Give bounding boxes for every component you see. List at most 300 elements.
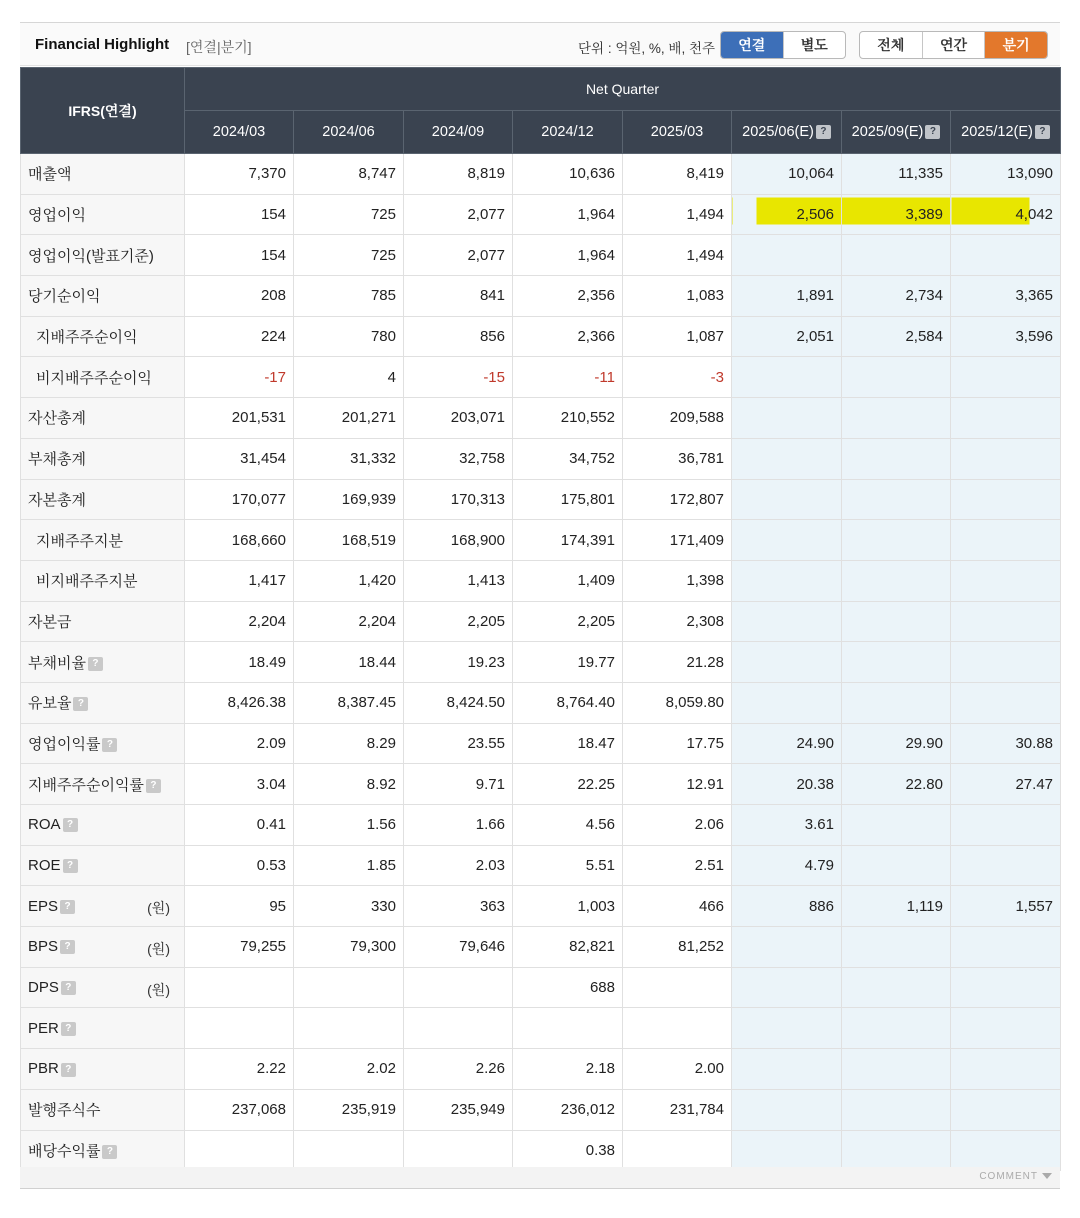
- table-cell: [842, 845, 951, 886]
- cell-value: 2,077: [467, 206, 505, 224]
- row-label: 영업이익: [28, 207, 86, 225]
- cell-value: 235,919: [341, 1101, 396, 1119]
- help-icon[interactable]: ?: [88, 657, 103, 671]
- cell-value: -15: [483, 368, 505, 386]
- table-cell: [732, 1089, 842, 1130]
- table-cell: [732, 154, 842, 195]
- row-label-cell: [21, 1008, 185, 1049]
- row-label-cell: [21, 642, 185, 683]
- cell-value: 1,087: [686, 328, 724, 346]
- financial-highlight-panel: [20, 22, 1060, 1189]
- period-toggle: [859, 31, 1048, 59]
- table-cell: [404, 276, 513, 317]
- chevron-down-icon: [1042, 1173, 1052, 1179]
- table-cell: [294, 479, 404, 520]
- cell-value: 2,204: [358, 612, 396, 630]
- cell-value: 3.04: [256, 775, 286, 793]
- table-row: [21, 805, 1061, 846]
- cell-value: 235,949: [450, 1101, 505, 1119]
- table-cell: [513, 398, 623, 439]
- row-unit: (원): [147, 981, 170, 998]
- table-cell: [294, 1089, 404, 1130]
- cell-value: 203,071: [450, 409, 505, 427]
- table-cell: [294, 560, 404, 601]
- help-icon[interactable]: ?: [1035, 125, 1050, 139]
- table-cell: [404, 194, 513, 235]
- table-cell: [185, 560, 294, 601]
- table-cell: [732, 194, 842, 235]
- table-cell: [842, 479, 951, 520]
- row-label-cell: [21, 398, 185, 439]
- table-cell: [185, 1089, 294, 1130]
- help-icon[interactable]: ?: [60, 940, 75, 954]
- row-label: 비지배주주순이익: [36, 369, 152, 387]
- table-cell: [623, 1008, 732, 1049]
- cell-value: 224: [260, 328, 286, 346]
- table-cell: [842, 194, 951, 235]
- table-cell: [951, 1089, 1061, 1130]
- table-cell: [951, 805, 1061, 846]
- panel-title: Financial Highlight: [35, 36, 170, 53]
- table-cell: [623, 845, 732, 886]
- table-cell: [732, 967, 842, 1008]
- table-cell: [951, 520, 1061, 561]
- table-cell: [404, 479, 513, 520]
- cell-value: 7,370: [248, 165, 286, 183]
- table-cell: [294, 194, 404, 235]
- comment-toggle[interactable]: [979, 1171, 1052, 1182]
- table-cell: [185, 154, 294, 195]
- table-cell: [513, 276, 623, 317]
- separate-button[interactable]: 별도: [783, 32, 846, 58]
- table-cell: [294, 805, 404, 846]
- table-cell: [623, 886, 732, 927]
- cell-value: 2.02: [366, 1060, 396, 1078]
- table-cell: [623, 967, 732, 1008]
- row-label: ROA: [28, 816, 61, 834]
- cell-value: 8,419: [686, 165, 724, 183]
- table-cell: [951, 560, 1061, 601]
- table-row: [21, 235, 1061, 276]
- cell-value: 19.77: [577, 653, 615, 671]
- table-cell: [732, 723, 842, 764]
- period-label: 2024/12: [541, 124, 594, 140]
- row-label-cell: [21, 316, 185, 357]
- period-header: [842, 111, 951, 154]
- table-cell: [732, 642, 842, 683]
- row-label: 비지배주주지분: [36, 573, 138, 591]
- help-icon[interactable]: ?: [146, 779, 161, 793]
- help-icon[interactable]: ?: [63, 818, 78, 832]
- table-cell: [513, 927, 623, 968]
- table-cell: [404, 560, 513, 601]
- table-cell: [185, 886, 294, 927]
- table-cell: [842, 682, 951, 723]
- row-label-cell: [21, 1049, 185, 1090]
- period-header: [513, 111, 623, 154]
- table-corner-header: IFRS(연결): [21, 68, 185, 154]
- table-cell: [732, 316, 842, 357]
- table-cell: [951, 398, 1061, 439]
- cell-value: 2,734: [905, 287, 943, 305]
- row-label-cell: [21, 560, 185, 601]
- period-label: 2025/06(E): [742, 124, 814, 140]
- help-icon[interactable]: ?: [63, 859, 78, 873]
- row-label: 배당수익률: [28, 1142, 101, 1160]
- cell-value: 171,409: [669, 531, 724, 549]
- table-cell: [185, 194, 294, 235]
- table-row: [21, 642, 1061, 683]
- table-cell: [732, 438, 842, 479]
- table-row: [21, 1089, 1061, 1130]
- table-cell: [185, 235, 294, 276]
- cell-value: 1.85: [366, 857, 396, 875]
- period-label: 2024/06: [322, 124, 375, 140]
- cell-value: 4: [387, 368, 396, 386]
- help-icon[interactable]: ?: [61, 981, 76, 995]
- table-cell: [294, 845, 404, 886]
- cell-value: 1,409: [577, 572, 615, 590]
- cell-value: 3.61: [804, 816, 834, 834]
- table-cell: [513, 805, 623, 846]
- table-cell: [513, 601, 623, 642]
- table-cell: [404, 520, 513, 561]
- comment-label: COMMENT: [979, 1171, 1038, 1182]
- table-row: [21, 1008, 1061, 1049]
- row-label: 지배주주순이익: [36, 329, 138, 347]
- table-row: [21, 723, 1061, 764]
- consolidation-toggle: [720, 31, 846, 59]
- table-cell: [404, 927, 513, 968]
- row-label: 부채총계: [28, 451, 86, 469]
- row-label-cell: [21, 194, 185, 235]
- cell-value: 1,413: [467, 572, 505, 590]
- table-row: [21, 520, 1061, 561]
- cell-value: 8.29: [366, 734, 396, 752]
- table-cell: [513, 560, 623, 601]
- cell-value: 363: [479, 897, 505, 915]
- row-label: 영업이익률: [28, 735, 101, 753]
- row-label: 자본금: [28, 613, 72, 631]
- table-cell: [513, 357, 623, 398]
- table-cell: [623, 276, 732, 317]
- cell-value: 175,801: [560, 490, 615, 508]
- table-cell: [842, 357, 951, 398]
- table-cell: [404, 1008, 513, 1049]
- table-cell: [623, 723, 732, 764]
- cell-value: 1,417: [248, 572, 286, 590]
- cell-value: 5.51: [585, 857, 615, 875]
- cell-value: 19.23: [467, 653, 505, 671]
- cell-value: 32,758: [459, 450, 505, 468]
- cell-value: 27.47: [1015, 775, 1054, 793]
- cell-value: 8,424.50: [446, 694, 505, 712]
- table-cell: [185, 642, 294, 683]
- cell-value: 22.25: [577, 775, 615, 793]
- cell-value: 688: [589, 979, 615, 997]
- table-cell: [732, 520, 842, 561]
- cell-value: 237,068: [231, 1101, 286, 1119]
- table-cell: [513, 1130, 623, 1171]
- cell-value: 1,003: [577, 897, 615, 915]
- cell-value: 725: [370, 246, 396, 264]
- cell-value: 2.00: [694, 1060, 724, 1078]
- table-cell: [732, 927, 842, 968]
- table-cell: [185, 927, 294, 968]
- table-row: [21, 927, 1061, 968]
- cell-value: 154: [260, 246, 286, 264]
- table-cell: [951, 601, 1061, 642]
- table-cell: [404, 235, 513, 276]
- row-label-cell: [21, 764, 185, 805]
- table-cell: [404, 398, 513, 439]
- cell-value: 2,205: [577, 612, 615, 630]
- row-label-cell: [21, 276, 185, 317]
- table-cell: [951, 1049, 1061, 1090]
- table-cell: [513, 154, 623, 195]
- period-label: 2025/12(E): [961, 124, 1033, 140]
- cell-value: 841: [479, 287, 505, 305]
- table-cell: [404, 357, 513, 398]
- table-cell: [185, 316, 294, 357]
- table-cell: [732, 682, 842, 723]
- cell-value: 1,420: [358, 572, 396, 590]
- cell-value: 79,646: [459, 938, 505, 956]
- row-label-cell: [21, 438, 185, 479]
- table-cell: [294, 642, 404, 683]
- table-cell: [732, 805, 842, 846]
- period-header: [623, 111, 732, 154]
- cell-value: 856: [479, 328, 505, 346]
- table-cell: [842, 805, 951, 846]
- cell-value: 1,119: [906, 897, 943, 915]
- cell-value: 12.91: [686, 775, 724, 793]
- table-cell: [732, 1008, 842, 1049]
- table-cell: [732, 560, 842, 601]
- row-label-cell: [21, 886, 185, 927]
- table-cell: [732, 398, 842, 439]
- table-row: [21, 764, 1061, 805]
- table-cell: [842, 1089, 951, 1130]
- table-row: [21, 886, 1061, 927]
- help-icon[interactable]: ?: [73, 697, 88, 711]
- table-cell: [513, 235, 623, 276]
- row-label: EPS: [28, 897, 59, 915]
- table-cell: [294, 520, 404, 561]
- table-cell: [404, 642, 513, 683]
- help-icon[interactable]: ?: [102, 738, 117, 752]
- cell-value: 725: [370, 206, 396, 224]
- table-cell: [623, 682, 732, 723]
- cell-value: 1,398: [686, 572, 724, 590]
- table-cell: [842, 642, 951, 683]
- table-cell: [951, 357, 1061, 398]
- table-cell: [842, 927, 951, 968]
- cell-value: 4.56: [585, 816, 615, 834]
- table-cell: [951, 316, 1061, 357]
- table-row: [21, 479, 1061, 520]
- cell-value: 8,387.45: [337, 694, 396, 712]
- cell-value: 3,389: [905, 206, 943, 224]
- table-cell: [513, 438, 623, 479]
- cell-value: 1,891: [796, 287, 834, 305]
- table-cell: [185, 479, 294, 520]
- table-cell: [185, 357, 294, 398]
- table-row: [21, 1049, 1061, 1090]
- table-cell: [294, 357, 404, 398]
- cell-value: 2,584: [905, 328, 943, 346]
- net-quarter-header: Net Quarter: [185, 68, 1061, 111]
- row-label: BPS: [28, 938, 59, 956]
- quarterly-button[interactable]: 분기: [984, 32, 1047, 58]
- table-cell: [951, 927, 1061, 968]
- cell-value: 81,252: [678, 938, 724, 956]
- cell-value: 2.51: [694, 857, 724, 875]
- cell-value: 1,964: [577, 206, 615, 224]
- table-cell: [185, 805, 294, 846]
- table-cell: [842, 316, 951, 357]
- cell-value: 8,747: [358, 165, 396, 183]
- cell-value: 79,300: [350, 938, 396, 956]
- cell-value: 1,557: [1015, 897, 1054, 915]
- cell-value: 8,426.38: [227, 694, 286, 712]
- help-icon[interactable]: ?: [61, 1063, 76, 1077]
- cell-value: 1.56: [366, 816, 396, 834]
- cell-value: 36,781: [678, 450, 724, 468]
- table-row: [21, 1130, 1061, 1171]
- table-cell: [842, 154, 951, 195]
- help-icon[interactable]: ?: [60, 900, 75, 914]
- table-cell: [951, 967, 1061, 1008]
- table-cell: [513, 1008, 623, 1049]
- table-cell: [842, 967, 951, 1008]
- all-period-button[interactable]: 전체: [877, 37, 905, 53]
- cell-value: 29.90: [905, 734, 943, 752]
- help-icon[interactable]: ?: [61, 1022, 76, 1036]
- table-cell: [404, 601, 513, 642]
- table-cell: [842, 1049, 951, 1090]
- help-icon[interactable]: ?: [816, 125, 831, 139]
- table-row: [21, 398, 1061, 439]
- cell-value: -17: [264, 368, 286, 386]
- help-icon[interactable]: ?: [925, 125, 940, 139]
- cell-value: 785: [370, 287, 396, 305]
- table-cell: [513, 967, 623, 1008]
- table-cell: [513, 520, 623, 561]
- table-cell: [732, 235, 842, 276]
- cell-value: 2.03: [475, 857, 505, 875]
- table-cell: [951, 723, 1061, 764]
- table-cell: [623, 601, 732, 642]
- cell-value: 8,819: [467, 165, 505, 183]
- table-cell: [842, 560, 951, 601]
- table-row: [21, 601, 1061, 642]
- cell-value: 31,332: [350, 450, 396, 468]
- table-cell: [294, 235, 404, 276]
- table-row: [21, 438, 1061, 479]
- table-row: [21, 194, 1061, 235]
- table-cell: [623, 764, 732, 805]
- table-cell: [623, 927, 732, 968]
- table-cell: [294, 154, 404, 195]
- table-row: [21, 357, 1061, 398]
- cell-value: 23.55: [467, 734, 505, 752]
- table-cell: [404, 886, 513, 927]
- table-cell: [842, 398, 951, 439]
- cell-value: 2,205: [467, 612, 505, 630]
- table-cell: [623, 398, 732, 439]
- cell-value: 210,552: [560, 409, 615, 427]
- cell-value: 2.26: [475, 1060, 505, 1078]
- table-cell: [951, 438, 1061, 479]
- unit-label: 단위 : 억원, %, 배, 천주: [578, 41, 716, 56]
- table-cell: [513, 886, 623, 927]
- table-cell: [732, 764, 842, 805]
- table-cell: [294, 316, 404, 357]
- row-label-cell: [21, 805, 185, 846]
- cell-value: 2,366: [577, 328, 615, 346]
- table-cell: [185, 1130, 294, 1171]
- table-cell: [732, 886, 842, 927]
- cell-value: 17.75: [686, 734, 724, 752]
- cell-value: 330: [370, 897, 396, 915]
- table-cell: [294, 886, 404, 927]
- help-icon[interactable]: ?: [102, 1145, 117, 1159]
- cell-value: 2.09: [256, 734, 286, 752]
- cell-value: 780: [370, 328, 396, 346]
- cell-value: 18.47: [577, 734, 615, 752]
- cell-value: 95: [269, 897, 286, 915]
- table-cell: [842, 1130, 951, 1171]
- table-cell: [951, 479, 1061, 520]
- cell-value: 886: [808, 897, 834, 915]
- table-cell: [623, 1049, 732, 1090]
- cell-value: 2.22: [256, 1060, 286, 1078]
- table-cell: [185, 723, 294, 764]
- table-cell: [732, 357, 842, 398]
- table-cell: [185, 438, 294, 479]
- table-cell: [623, 560, 732, 601]
- cell-value: 208: [260, 287, 286, 305]
- annual-button[interactable]: 연간: [922, 32, 985, 58]
- table-cell: [404, 845, 513, 886]
- consolidated-button[interactable]: 연결: [721, 32, 783, 58]
- table-cell: [951, 194, 1061, 235]
- row-unit: (원): [147, 941, 170, 958]
- table-cell: [294, 438, 404, 479]
- table-cell: [623, 479, 732, 520]
- table-cell: [294, 723, 404, 764]
- table-cell: [951, 276, 1061, 317]
- table-cell: [185, 1008, 294, 1049]
- table-row: [21, 682, 1061, 723]
- cell-value: 236,012: [560, 1101, 615, 1119]
- cell-value: 24.90: [796, 734, 834, 752]
- row-label: 영업이익(발표기준): [28, 247, 154, 265]
- table-cell: [185, 845, 294, 886]
- table-cell: [842, 886, 951, 927]
- cell-value: 0.38: [585, 1141, 615, 1159]
- cell-value: 2,356: [577, 287, 615, 305]
- table-cell: [185, 682, 294, 723]
- cell-value: 8,764.40: [556, 694, 615, 712]
- table-cell: [513, 764, 623, 805]
- cell-value: 21.28: [686, 653, 724, 671]
- table-cell: [404, 967, 513, 1008]
- table-cell: [951, 682, 1061, 723]
- table-row: [21, 845, 1061, 886]
- period-label: 2024/09: [431, 124, 485, 140]
